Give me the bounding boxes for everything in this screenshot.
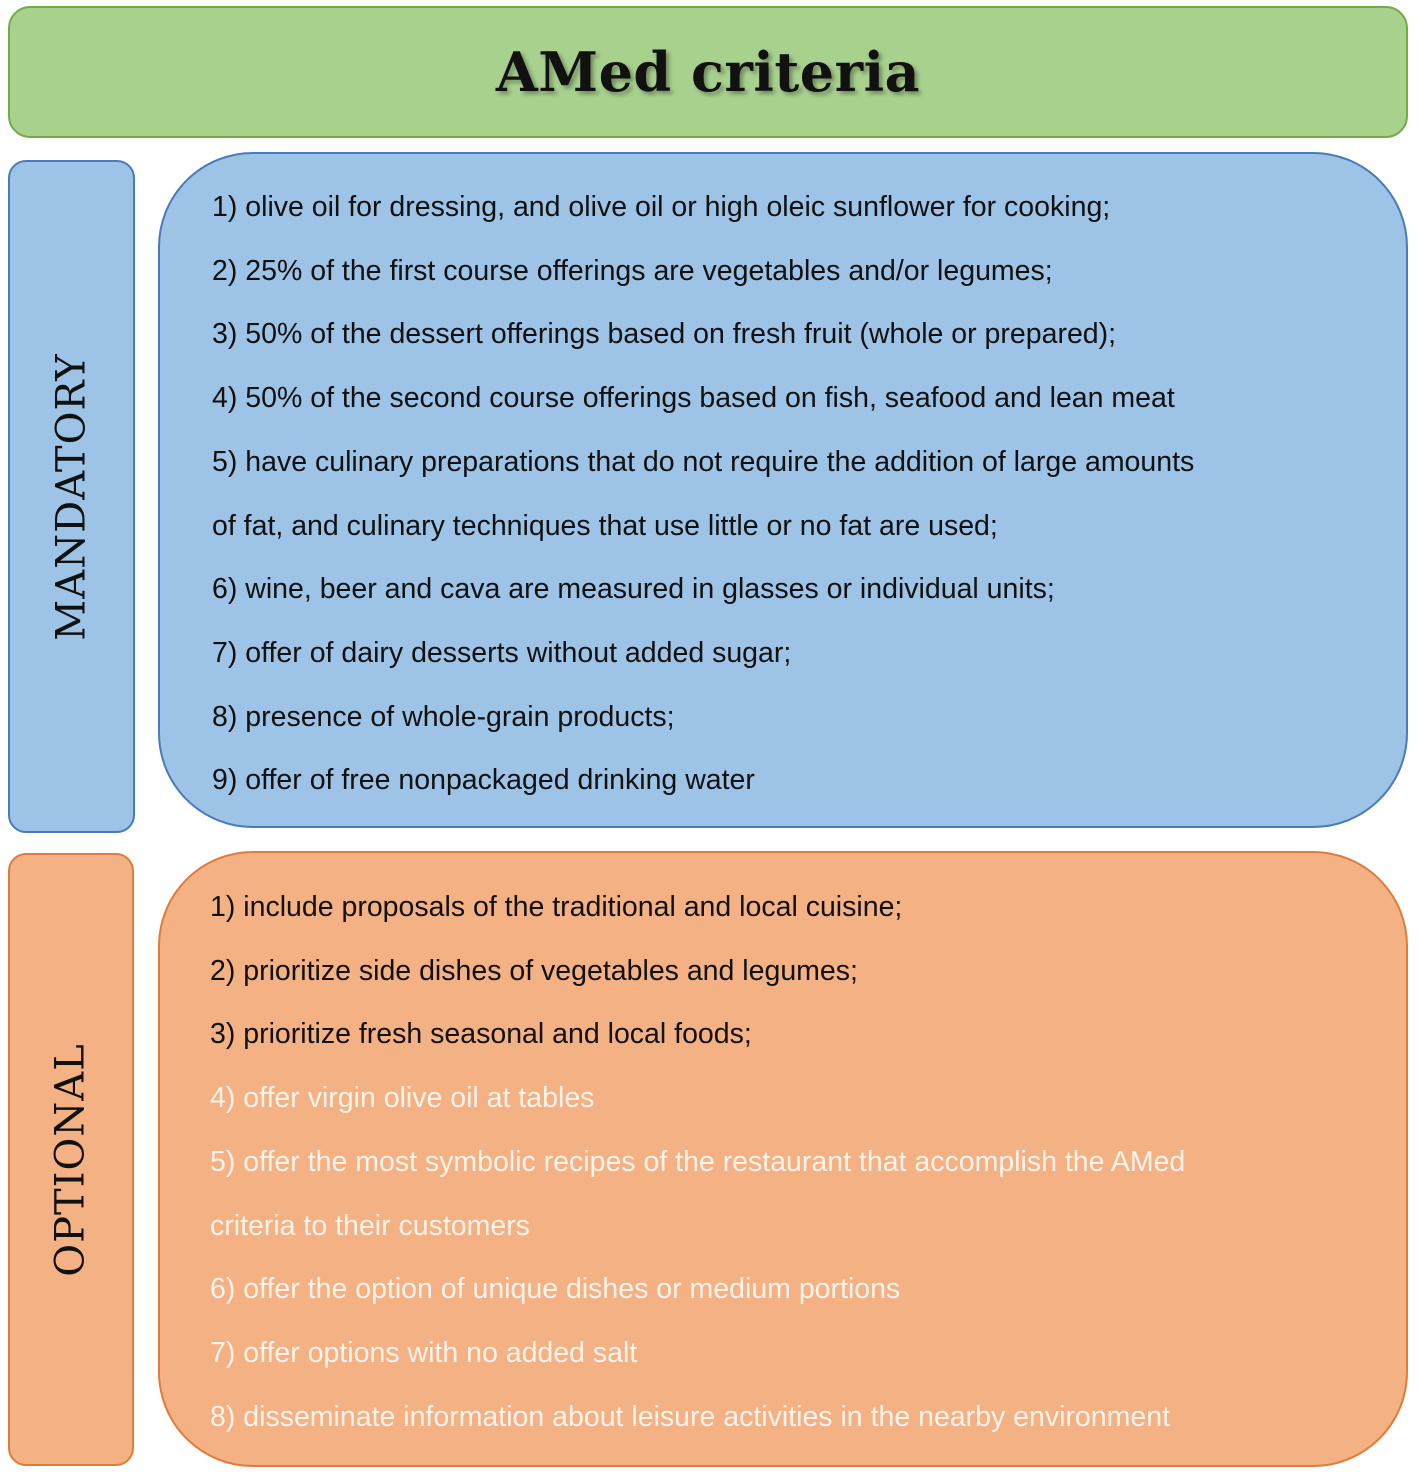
mandatory-item-8: 8) presence of whole-grain products;	[212, 700, 675, 733]
mandatory-criteria-list	[212, 176, 1382, 813]
optional-item-4: 4) offer virgin olive oil at tables	[210, 1082, 595, 1115]
optional-label-text: OPTIONAL	[48, 1042, 94, 1277]
mandatory-item-7: 7) offer of dairy desserts without added sugar;	[212, 636, 792, 669]
mandatory-side-label	[8, 160, 135, 833]
mandatory-item-4: 4) 50% of the second course offerings based on fish, seafood and lean meat	[212, 382, 1175, 415]
optional-item-3: 3) prioritize fresh seasonal and local foods;	[210, 1018, 752, 1051]
mandatory-item-9: 9) offer of free nonpackaged drinking water	[212, 764, 755, 797]
title-banner	[8, 6, 1408, 138]
optional-item-5-continuation: criteria to their customers	[210, 1209, 530, 1242]
optional-item-5: 5) offer the most symbolic recipes of the restaurant that accomplish the AMed criteria to their customers	[210, 1131, 1380, 1258]
optional-item-6: 6) offer the option of unique dishes or medium portions	[210, 1273, 901, 1306]
diagram-title: AMed criteria	[495, 40, 921, 104]
mandatory-label-text: MANDATORY	[48, 352, 95, 641]
optional-criteria-list	[210, 876, 1380, 1449]
mandatory-item-6: 6) wine, beer and cava are measured in glasses or individual units;	[212, 573, 1055, 606]
optional-item-2: 2) prioritize side dishes of vegetables and legumes;	[210, 954, 858, 987]
optional-item-1: 1) include proposals of the traditional and local cuisine;	[210, 891, 903, 923]
mandatory-item-2: 2) 25% of the first course offerings are vegetables and/or legumes;	[212, 254, 1053, 287]
optional-side-label	[8, 853, 134, 1466]
optional-item-7: 7) offer options with no added salt	[210, 1336, 638, 1369]
mandatory-item-3: 3) 50% of the dessert offerings based on fresh fruit (whole or prepared);	[212, 318, 1117, 351]
optional-item-8: 8) disseminate information about leisure activities in the nearby environment	[210, 1400, 1170, 1433]
mandatory-item-5-continuation: of fat, and culinary techniques that use little or no fat are used;	[212, 509, 998, 542]
mandatory-item-5: 5) have culinary preparations that do not require the addition of large amounts of fat, and culinary techniques that use little or no fat are used;	[212, 431, 1382, 558]
mandatory-item-1: 1) olive oil for dressing, and olive oil or high oleic sunflower for cooking;	[212, 191, 1111, 223]
